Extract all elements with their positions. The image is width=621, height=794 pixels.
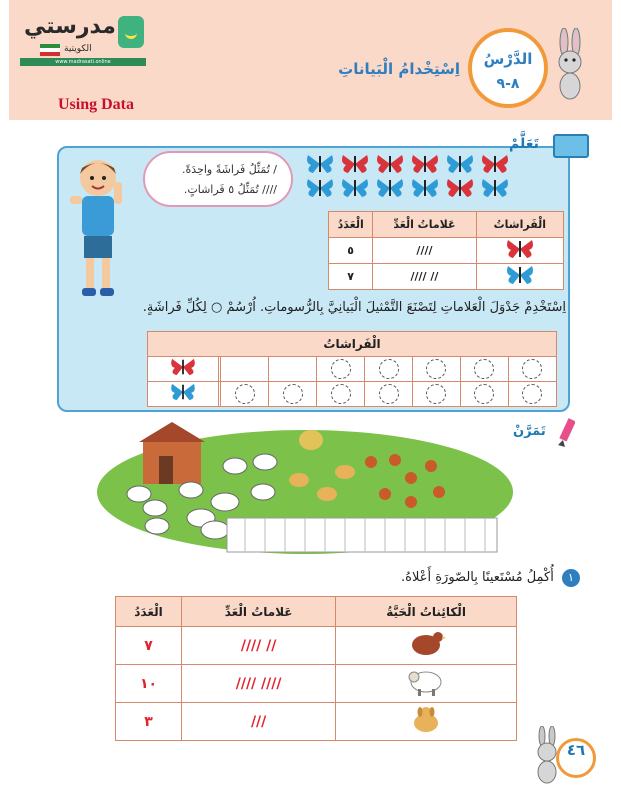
speech-bubble — [143, 151, 293, 207]
logo-text: مدرستي — [24, 14, 116, 39]
graph-cell[interactable] — [365, 357, 413, 382]
dashed-circle-icon — [283, 384, 303, 404]
butterfly-icon — [307, 179, 333, 197]
graph-header: الْفَراشاتُ — [148, 332, 557, 357]
instruction-text: اِسْتَخْدِمْ جَدْوَلَ الْعَلاماتِ لِتَصْنَعَ التَّمْثيلَ الْبَيانِيَّ بِالرُّسوماتِ. اُرْسُمْ ○ لِكُلِّ فَراشَةٍ. — [142, 300, 566, 315]
logo-icon — [118, 16, 144, 48]
learn-tag-label: تَعَلَّمْ — [509, 136, 539, 152]
tally-table-learn — [328, 211, 564, 290]
col-header: الْكائِناتُ الْحَيَّةُ — [336, 597, 517, 627]
tally-cell: //// // — [182, 627, 336, 665]
butterfly-icon — [447, 179, 473, 197]
question-text: أُكْمِلُ مُسْتَعينًا بِالصّورَةِ أَعْلاهُ. — [401, 570, 554, 585]
table-row — [148, 382, 557, 407]
learn-tag — [505, 132, 591, 162]
graph-cell[interactable] — [269, 357, 317, 382]
dashed-circle-icon — [331, 384, 351, 404]
dashed-circle-icon — [426, 359, 446, 379]
table-row — [329, 264, 564, 290]
count-cell: ٧ — [116, 627, 182, 665]
col-header: عَلاماتُ الْعَدِّ — [373, 212, 476, 238]
graph-cell[interactable] — [460, 357, 508, 382]
col-header: الْعَدَدُ — [329, 212, 373, 238]
butterflies-group — [300, 150, 516, 200]
col-header: عَلاماتُ الْعَدِّ — [182, 597, 336, 627]
butterfly-icon — [148, 357, 219, 382]
lesson-label: الدَّرْسُ — [483, 50, 533, 68]
dashed-circle-icon — [379, 384, 399, 404]
dashed-circle-icon — [426, 384, 446, 404]
table-row — [116, 665, 517, 703]
question-number: ١ — [562, 569, 580, 587]
dashed-circle-icon — [331, 359, 351, 379]
speech-line-1: / تُمَثِّلُ فَراشَةً واحِدَةً. — [182, 163, 277, 176]
col-header: الْعَدَدُ — [116, 597, 182, 627]
dashed-circle-icon — [522, 359, 542, 379]
butterfly-icon — [342, 155, 368, 173]
logo-bar: www.madrasati.online — [20, 58, 146, 66]
logo-sub: الكويتية — [64, 44, 92, 54]
graph-cell[interactable] — [317, 382, 365, 407]
graph-cell[interactable] — [221, 357, 269, 382]
page-number: ٤٦ — [556, 738, 596, 778]
tally-cell: //// // — [373, 264, 476, 290]
butterfly-icon — [476, 238, 563, 264]
sheep-icon — [336, 665, 517, 703]
graph-cell[interactable] — [508, 382, 556, 407]
butterfly-icon — [412, 155, 438, 173]
english-title: Using Data — [58, 96, 135, 113]
butterfly-icon — [482, 155, 508, 173]
speech-line-2: //// تُمَثِّلُ ٥ فَراشاتٍ. — [183, 183, 277, 196]
graph-cell[interactable] — [412, 382, 460, 407]
butterfly-icon — [148, 382, 219, 407]
graph-cell[interactable] — [269, 382, 317, 407]
butterfly-icon — [482, 179, 508, 197]
practice-tag — [507, 418, 579, 446]
butterfly-icon — [476, 264, 563, 290]
count-cell: ١٠ — [116, 665, 182, 703]
graph-cell[interactable] — [460, 382, 508, 407]
hen-icon — [336, 627, 517, 665]
tally-cell: /// — [182, 703, 336, 741]
boy-illustration — [66, 156, 128, 302]
butterfly-icon — [377, 179, 403, 197]
graph-cell[interactable] — [317, 357, 365, 382]
graph-cell[interactable] — [365, 382, 413, 407]
table-row — [116, 703, 517, 741]
question-1 — [360, 569, 580, 587]
pencil-icon — [555, 418, 575, 448]
picture-graph-table — [147, 331, 557, 407]
lesson-title: اِسْتِخْدامُ الْبَياناتِ — [338, 60, 460, 78]
dog-icon — [336, 703, 517, 741]
butterfly-icon — [307, 155, 333, 173]
tally-cell: //// //// — [182, 665, 336, 703]
lesson-badge — [468, 28, 548, 108]
book-icon — [553, 134, 589, 158]
table-row — [116, 627, 517, 665]
butterfly-icon — [342, 179, 368, 197]
count-cell: ٣ — [116, 703, 182, 741]
butterfly-icon — [412, 179, 438, 197]
dashed-circle-icon — [522, 384, 542, 404]
practice-tag-label: تَمَرَّنْ — [513, 424, 546, 439]
rabbit-icon — [550, 28, 590, 100]
tally-cell: //// — [373, 238, 476, 264]
lesson-number: ٨-٩ — [496, 76, 520, 92]
count-cell: ٧ — [329, 264, 373, 290]
farm-illustration — [95, 422, 515, 562]
table-row — [329, 238, 564, 264]
butterfly-icon — [447, 155, 473, 173]
col-header: الْفَراشاتُ — [476, 212, 563, 238]
graph-cell[interactable] — [508, 357, 556, 382]
graph-cell[interactable] — [221, 382, 269, 407]
table-row — [148, 357, 557, 382]
butterfly-icon — [377, 155, 403, 173]
dashed-circle-icon — [235, 384, 255, 404]
dashed-circle-icon — [474, 384, 494, 404]
madrasati-logo — [20, 14, 150, 66]
dashed-circle-icon — [379, 359, 399, 379]
count-cell: ٥ — [329, 238, 373, 264]
kuwait-flag-icon — [40, 44, 60, 56]
dashed-circle-icon — [474, 359, 494, 379]
graph-cell[interactable] — [412, 357, 460, 382]
tally-table-practice — [115, 596, 517, 741]
